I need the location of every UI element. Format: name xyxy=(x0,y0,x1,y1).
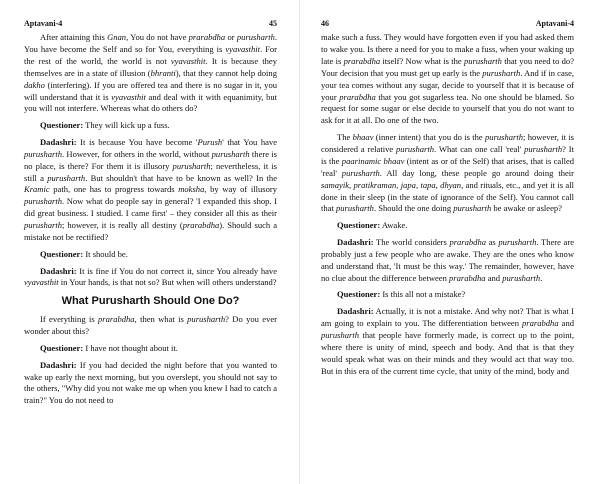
italic-term: purusharth xyxy=(524,143,563,154)
italic-term: prarabdha xyxy=(182,220,220,231)
italic-term: vyavasthit xyxy=(111,91,146,102)
text-run: (interfering). If you are offered tea and there is no sugar in it, you will understand that it is xyxy=(24,79,277,102)
italic-term: japa xyxy=(400,179,416,190)
italic-term: Gnan xyxy=(107,32,127,42)
text-run: . xyxy=(540,272,543,283)
text-run: , xyxy=(435,179,441,190)
speaker-label: Dadashri: xyxy=(40,359,77,370)
running-title: Aptavani-4 xyxy=(24,19,63,28)
italic-term: purusharth xyxy=(172,160,211,171)
paragraph xyxy=(24,137,277,244)
text-run: or xyxy=(225,32,237,42)
right-page-body xyxy=(321,32,574,377)
italic-term: tapa xyxy=(420,179,436,190)
italic-term: Purush xyxy=(197,136,223,147)
italic-term: paarinamic bhaav xyxy=(341,155,405,166)
text-run: that you need to do? Your decision that you must get up early is the xyxy=(321,55,575,78)
italic-term: prarabdha xyxy=(188,32,226,42)
text-run: be awake or asleep? xyxy=(491,203,562,214)
italic-term: prarabdha xyxy=(98,314,135,325)
text-run: (inner intent) that you do is the xyxy=(373,132,486,143)
italic-term: prarabdha xyxy=(449,236,487,247)
right-page xyxy=(299,0,598,484)
text-run: It should be. xyxy=(83,248,128,259)
text-run: If you had decided the night before that you wanted to wake up early the next morning, but you overslept, you should not say to the others, "Why did you not wake me up when you knew I had to catch a train?" You do not need to xyxy=(24,359,277,406)
text-run: . For the rest of the world, the world is not xyxy=(24,43,278,66)
italic-term: purusharth xyxy=(498,236,537,247)
text-run: . Should the one doing xyxy=(373,203,454,214)
text-run: path, one has to progress towards xyxy=(49,184,179,195)
italic-term: purusharth xyxy=(482,67,521,78)
text-run: . It is because they themselves are in a state of illusion ( xyxy=(24,55,277,78)
italic-term: vyavasthit xyxy=(24,277,59,288)
text-run: . But shouldn't that have to be known as well? In the xyxy=(85,172,277,183)
text-run: ). Should such a mistake not be rectified? xyxy=(24,220,277,243)
text-run: that people have formerly made, is correct up to the point, where there is unity of mind, speech and body. And that is that they would speak what was on their minds and they would act that way too. But in this era of the current time cycle, that unity of the mind, body and xyxy=(321,329,574,376)
speaker-label: Questioner: xyxy=(40,248,84,259)
speaker-label: Dadashri: xyxy=(40,136,77,147)
section-heading: What Purusharth Should One Do? xyxy=(61,295,240,308)
italic-term: Kramic xyxy=(24,184,50,195)
italic-term: purusharth xyxy=(211,148,250,159)
text-run: Actually, it is not a mistake. And why not? That is what I am going to explain to you. The differentiation between xyxy=(321,306,574,328)
italic-term: purusharth xyxy=(335,203,374,214)
paragraph xyxy=(321,132,574,215)
italic-term: purusharth xyxy=(341,167,380,178)
paragraph xyxy=(321,237,574,285)
text-run: I have not thought about it. xyxy=(83,342,178,353)
right-page-header xyxy=(321,0,574,32)
italic-term: purusharth xyxy=(24,148,62,159)
italic-term: purusharth xyxy=(236,32,275,42)
left-page-header xyxy=(24,0,277,32)
paragraph xyxy=(24,249,277,261)
text-run: and xyxy=(558,317,574,328)
speaker-label: Questioner: xyxy=(40,120,84,131)
text-run: (intent as or of the Self) that arises, that is called 'real' xyxy=(321,155,575,178)
speaker-label: Questioner: xyxy=(337,289,381,300)
text-run: If everything is xyxy=(40,314,98,325)
left-paragraphs xyxy=(24,32,277,289)
italic-term: purusharth xyxy=(321,329,359,340)
text-run: , xyxy=(396,179,401,190)
text-run: , You do not have xyxy=(126,32,189,42)
text-run: make such a fuss. They would have forgotten even if you had asked them to wake you. Is there a need for you to make a fuss, when your waking up late is xyxy=(321,32,574,66)
italic-term: purusharth xyxy=(187,314,226,325)
text-run: there is no place, is there? For them it is illusory xyxy=(24,148,277,171)
paragraph xyxy=(321,289,574,301)
page-number: 46 xyxy=(321,19,329,28)
italic-term: purusharth xyxy=(463,55,502,66)
italic-term: purusharth xyxy=(47,172,86,183)
text-run: that you got sugarless tea. No one should be blamed. So request for some sugar or else decide to yourself that you do not want to ask for it at all. Do one of the two. xyxy=(321,91,574,126)
text-run: in Your hands, is that not so? But when will others understand? xyxy=(58,277,277,288)
text-run: , and rituals, etc., and yet it is all done in their sleep (in the state of ignorance of the Self). You cannot call that xyxy=(321,179,574,214)
paragraph xyxy=(24,120,277,132)
text-run: It is because You have become ' xyxy=(76,136,198,147)
text-run: ), that they cannot help doing xyxy=(175,67,277,78)
speaker-label: Dadashri: xyxy=(337,236,374,247)
italic-term: vyavasthit xyxy=(225,43,261,54)
italic-term: prarabdha xyxy=(449,272,486,283)
text-run: ; however, it is really all destiny ( xyxy=(62,220,183,231)
left-paragraphs-after xyxy=(24,314,277,407)
text-run: . You have become the Self and so for You, everything is xyxy=(24,32,277,54)
left-page xyxy=(0,0,299,484)
text-run: as xyxy=(486,236,499,247)
text-run: The xyxy=(337,132,353,143)
paragraph xyxy=(321,32,574,127)
running-title: Aptavani-4 xyxy=(535,19,574,28)
text-run: , by way of illusory xyxy=(204,184,277,195)
italic-term: bhranti xyxy=(150,67,176,78)
italic-term: bhaav xyxy=(352,132,374,143)
text-run: ? It is the xyxy=(321,143,574,166)
text-run: . There are probably just a few people who are awake. They are the ones who know and understand that, 'It must be this way.' The remainder, however, have no clue about the difference between xyxy=(321,236,574,283)
text-run: ; however, it is considered a relative xyxy=(321,132,574,154)
page-number: 45 xyxy=(269,19,277,28)
italic-term: prarabdha xyxy=(522,317,559,328)
italic-term: vyavasthit xyxy=(170,55,206,66)
text-run: . However, for others in the world, without xyxy=(62,148,212,159)
text-run: itself? Now what is the xyxy=(380,55,464,66)
text-run: and deal with it with equanimity, but you will not interfere. Whereas what do others do? xyxy=(24,91,277,114)
italic-term: prarabdha xyxy=(343,55,381,66)
paragraph xyxy=(24,314,277,338)
text-run: The world considers xyxy=(373,236,450,247)
paragraph xyxy=(321,220,574,232)
right-paragraphs xyxy=(321,32,574,377)
text-run: , xyxy=(415,179,421,190)
text-run: . All day long, these people go around doing their xyxy=(379,167,574,178)
text-run: They will kick up a fuss. xyxy=(83,120,170,131)
italic-term: purusharth xyxy=(396,143,435,154)
text-run: ' that You have xyxy=(222,136,277,147)
italic-term: dhyan xyxy=(440,179,462,190)
text-run: ? Do you ever wonder about this? xyxy=(24,314,277,337)
italic-term: purusharth xyxy=(453,203,492,214)
italic-term: pratikraman xyxy=(353,179,397,190)
text-run: Awake. xyxy=(380,220,408,231)
speaker-label: Dadashri: xyxy=(40,265,77,276)
paragraph xyxy=(24,32,277,115)
text-run: Is this all not a mistake? xyxy=(380,289,466,300)
text-run: After attaining this xyxy=(40,32,108,42)
text-run: It is fine if You do not correct it, since You already have xyxy=(76,265,277,276)
italic-term: purusharth xyxy=(485,132,524,143)
text-run: ; nevertheless, it is still a xyxy=(24,160,277,183)
text-run: and xyxy=(485,272,503,283)
paragraph xyxy=(24,266,277,290)
speaker-label: Dadashri: xyxy=(337,306,374,317)
text-run: . And if in case, your tea comes without any sugar, decide to yourself that it is because of your xyxy=(321,67,574,102)
italic-term: prarabdha xyxy=(339,91,376,102)
italic-term: dakho xyxy=(24,79,45,90)
italic-term: purusharth xyxy=(24,220,62,231)
paragraph xyxy=(24,360,277,408)
paragraph xyxy=(24,343,277,355)
italic-term: moksha xyxy=(178,184,205,195)
italic-term: purusharth xyxy=(24,196,62,207)
speaker-label: Questioner: xyxy=(337,220,381,231)
text-run: , then what is xyxy=(134,314,188,325)
text-run: , xyxy=(349,179,354,190)
text-run: . What can one call 'real' xyxy=(434,143,525,154)
speaker-label: Questioner: xyxy=(40,342,84,353)
text-run: . Now what do people say in general? 'I expanded this shop. I did great business. I studied. I came first' – they consider all this as their xyxy=(24,196,277,219)
paragraph xyxy=(321,306,574,377)
left-page-body xyxy=(24,32,277,407)
italic-term: samayik xyxy=(321,179,350,190)
italic-term: purusharth xyxy=(502,272,541,283)
